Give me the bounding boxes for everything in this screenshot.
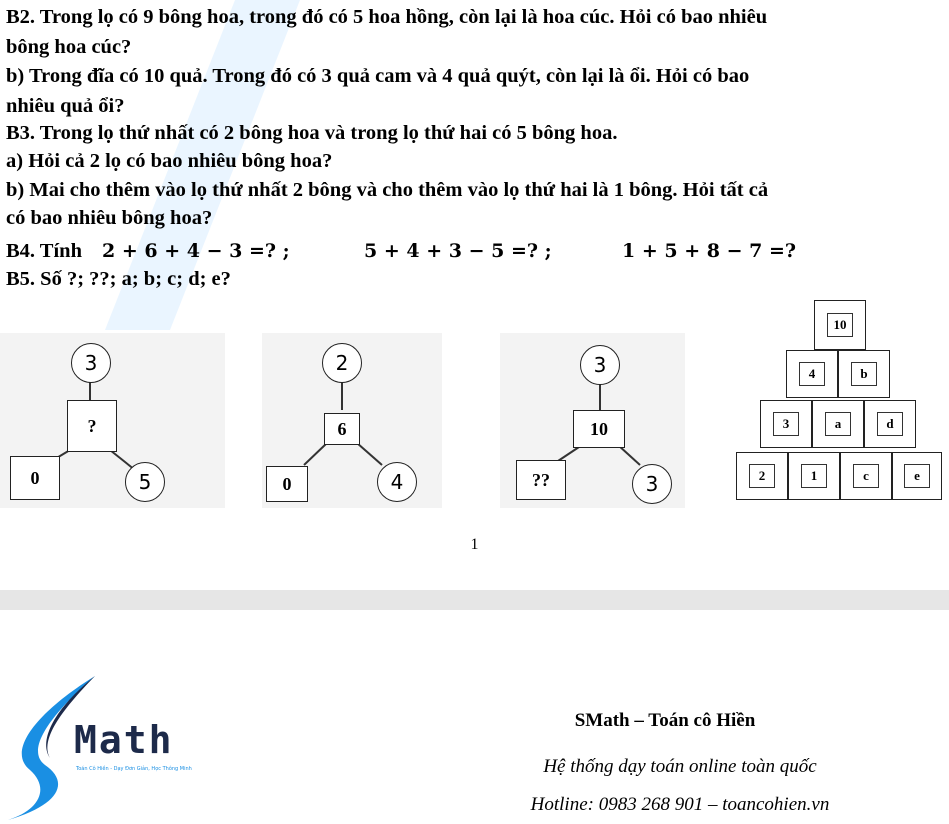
tree-left-box: ??: [516, 460, 566, 500]
pyramid-cell: [814, 300, 866, 350]
pyramid-value: 2: [749, 464, 775, 488]
pyramid-cell: [892, 452, 942, 500]
page-number: 1: [470, 536, 479, 553]
b2-line-1: B2. Trong lọ có 9 bông hoa, trong đó có 5 hoa hồng, còn lại là hoa cúc. Hỏi có bao nhiêu: [6, 6, 768, 28]
b4-expression-1: 2 + 6 + 4 − 3 =? ;: [102, 240, 290, 262]
b3-line: B3. Trong lọ thứ nhất có 2 bông hoa và trong lọ thứ hai có 5 bông hoa.: [6, 122, 618, 144]
logo-tagline: Toán Cô Hiền - Dạy Đơn Giản, Học Thông Minh: [76, 766, 192, 772]
pyramid-cell: [840, 452, 892, 500]
pyramid-cell: [736, 452, 788, 500]
tree-middle-box: 10: [573, 410, 625, 448]
page-gap: [0, 590, 949, 610]
b4-expression-3: 1 + 5 + 8 − 7 =?: [622, 240, 796, 262]
pyramid-cell: [788, 452, 840, 500]
tree-right-circle: 5: [125, 462, 165, 502]
pyramid-value: 3: [773, 412, 799, 436]
b3a-line: a) Hỏi cả 2 lọ có bao nhiêu bông hoa?: [6, 150, 333, 172]
tree-middle-box: ?: [67, 400, 117, 452]
b4-expression-2: 5 + 4 + 3 − 5 =? ;: [364, 240, 552, 262]
tree-right-circle: 3: [632, 464, 672, 504]
pyramid-value: d: [877, 412, 903, 436]
pyramid-cell: [864, 400, 916, 448]
smath-logo: [0, 670, 260, 824]
pyramid-value: c: [853, 464, 879, 488]
logo-wordmark: Math: [74, 718, 174, 762]
pyramid-value: e: [904, 464, 930, 488]
tree-top-circle: 3: [580, 345, 620, 385]
b2b-line-2: nhiêu quả ổi?: [6, 95, 125, 117]
pyramid-cell: [760, 400, 812, 448]
pyramid-value: b: [851, 362, 877, 386]
footer-hotline: Hotline: 0983 268 901 – toancohien.vn: [530, 794, 830, 815]
b4-line: [6, 238, 906, 264]
footer: [0, 610, 949, 824]
pyramid-value: 10: [827, 313, 853, 337]
pyramid-cell: [838, 350, 890, 398]
pyramid-value: a: [825, 412, 851, 436]
b3b-line-1: b) Mai cho thêm vào lọ thứ nhất 2 bông và cho thêm vào lọ thứ hai là 1 bông. Hỏi tất cả: [6, 179, 769, 201]
tree-left-box: 0: [10, 456, 60, 500]
pyramid-value: 4: [799, 362, 825, 386]
tree-middle-box: 6: [324, 413, 360, 445]
b4-label: B4. Tính: [6, 240, 82, 262]
footer-title: SMath – Toán cô Hiền: [574, 710, 756, 731]
tree-top-circle: 2: [322, 343, 362, 383]
footer-subtitle: Hệ thống dạy toán online toàn quốc: [543, 756, 817, 777]
b5-line: B5. Số ?; ??; a; b; c; d; e?: [6, 268, 231, 290]
tree-right-circle: 4: [377, 462, 417, 502]
pyramid-cell: [786, 350, 838, 398]
pyramid-value: 1: [801, 464, 827, 488]
tree-top-circle: 3: [71, 343, 111, 383]
b2b-line-1: b) Trong đĩa có 10 quả. Trong đó có 3 quả cam và 4 quả quýt, còn lại là ổi. Hỏi có bao: [6, 65, 750, 87]
pyramid-cell: [812, 400, 864, 448]
b2-line-2: bông hoa cúc?: [6, 36, 132, 58]
b3b-line-2: có bao nhiêu bông hoa?: [6, 207, 213, 229]
tree-left-box: 0: [266, 466, 308, 502]
